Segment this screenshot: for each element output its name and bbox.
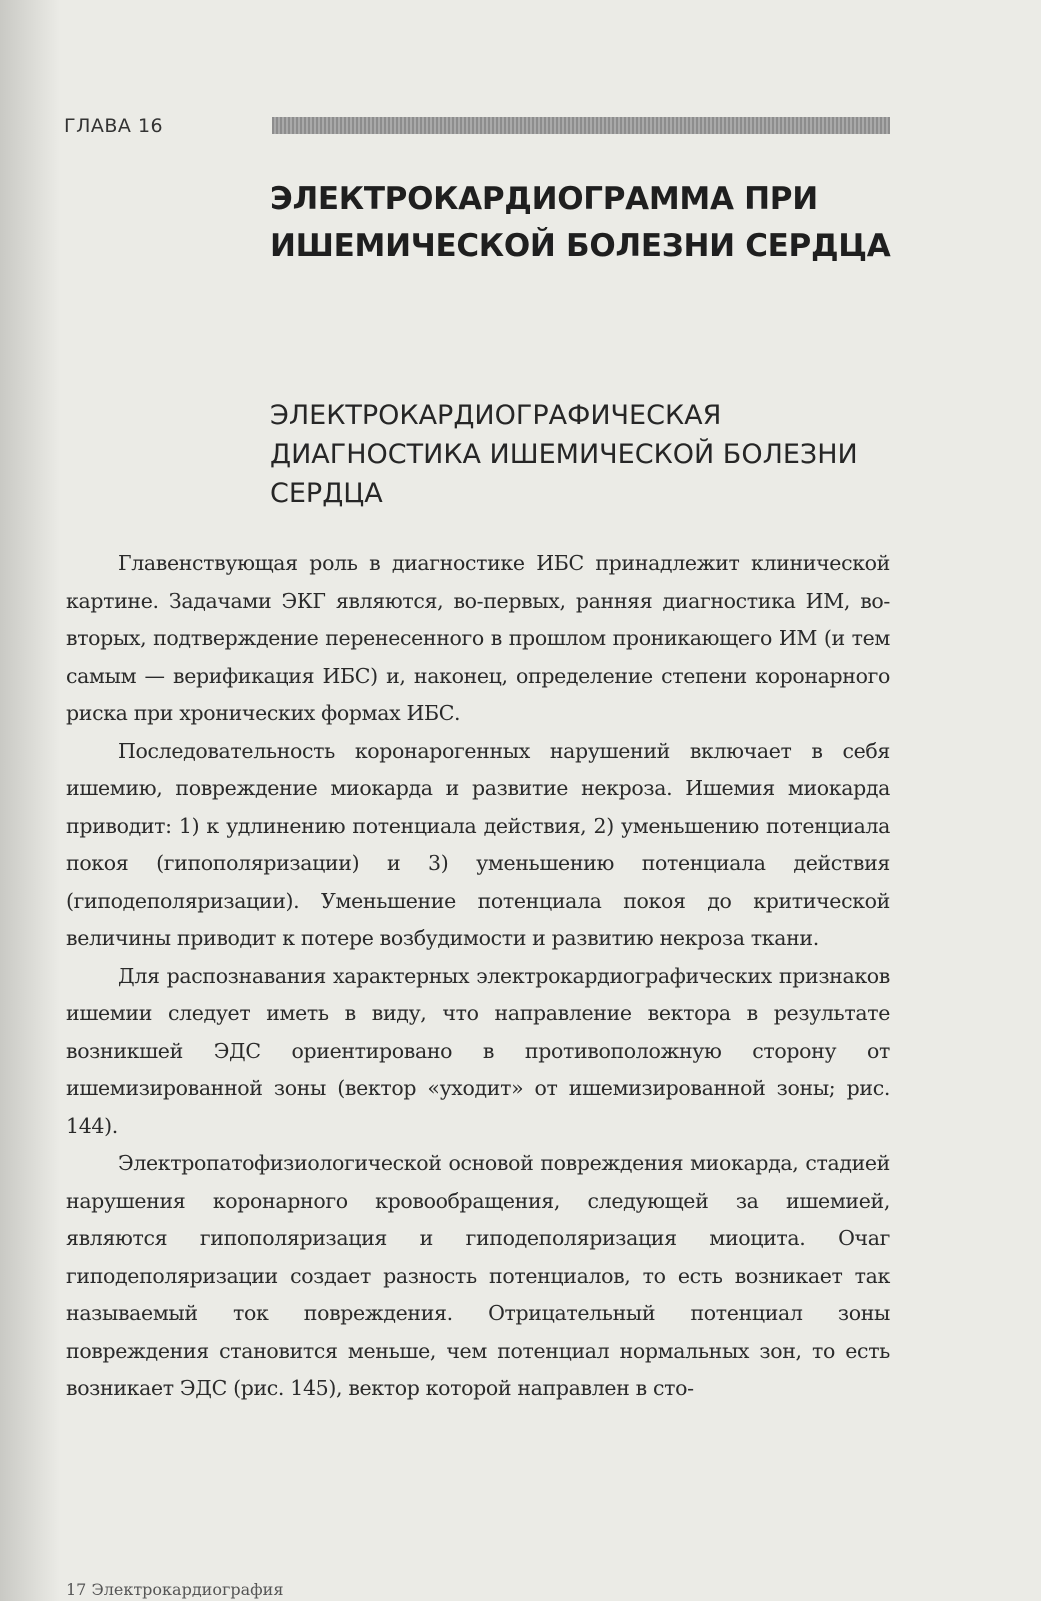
section-title: ЭЛЕКТРОКАРДИОГРАФИЧЕСКАЯ ДИАГНОСТИКА ИШЕМИЧЕСКОЙ БОЛЕЗНИ СЕРДЦА <box>270 400 858 509</box>
body-text <box>66 545 890 1408</box>
page-edge-shadow <box>0 0 60 1601</box>
footer-signature: 17 Электрокардиография <box>66 1580 284 1599</box>
chapter-label: ГЛАВА 16 <box>64 115 164 137</box>
paragraph-3: Для распознавания характерных электрокардиографических признаков ишемии следует иметь в виду, что направление вектора в результате возникшей ЭДС ориентировано в противоположную сторону от ишемизированной зоны (вектор «уходит» от ишемизированной зоны; рис. 144). <box>66 963 890 1138</box>
paragraph-2: Последовательность коронарогенных нарушений включает в себя ишемию, повреждение миокарда и развитие некроза. Ишемия миокарда приводит: 1) к удлинению потенциала действия, 2) уменьшению потенциала покоя (гипополяризации) и 3) уменьшению потенциала действия (гиподеполяризации). Уменьшение потенциала покоя до критической величины приводит к потере возбудимости и развитию некроза ткани. <box>66 738 890 950</box>
paragraph-4: Электропатофизиологической основой повреждения миокарда, стадией нарушения коронарного кровообращения, следующей за ишемией, являются гипополяризация и гиподеполяризация миоцита. Очаг гиподеполяризации создает разность потенциалов, то есть возникает так называемый ток повреждения. Отрицательный потенциал зоны повреждения становится меньше, чем потенциал нормальных зон, то есть возникает ЭДС (рис. 145), вектор которой направлен в сто- <box>66 1151 890 1400</box>
chapter-header-bar <box>272 117 890 134</box>
paragraph-1: Главенствующая роль в диагностике ИБС принадлежит клинической картине. Задачами ЭКГ являются, во-первых, ранняя диагностика ИМ, во-вторых, подтверждение перенесенного в прошлом проникающего ИМ (и тем самым — верификация ИБС) и, наконец, определение степени коронарного риска при хронических формах ИБС. <box>66 551 890 725</box>
chapter-title: ЭЛЕКТРОКАРДИОГРАММА ПРИ ИШЕМИЧЕСКОЙ БОЛЕЗНИ СЕРДЦА <box>270 181 891 264</box>
